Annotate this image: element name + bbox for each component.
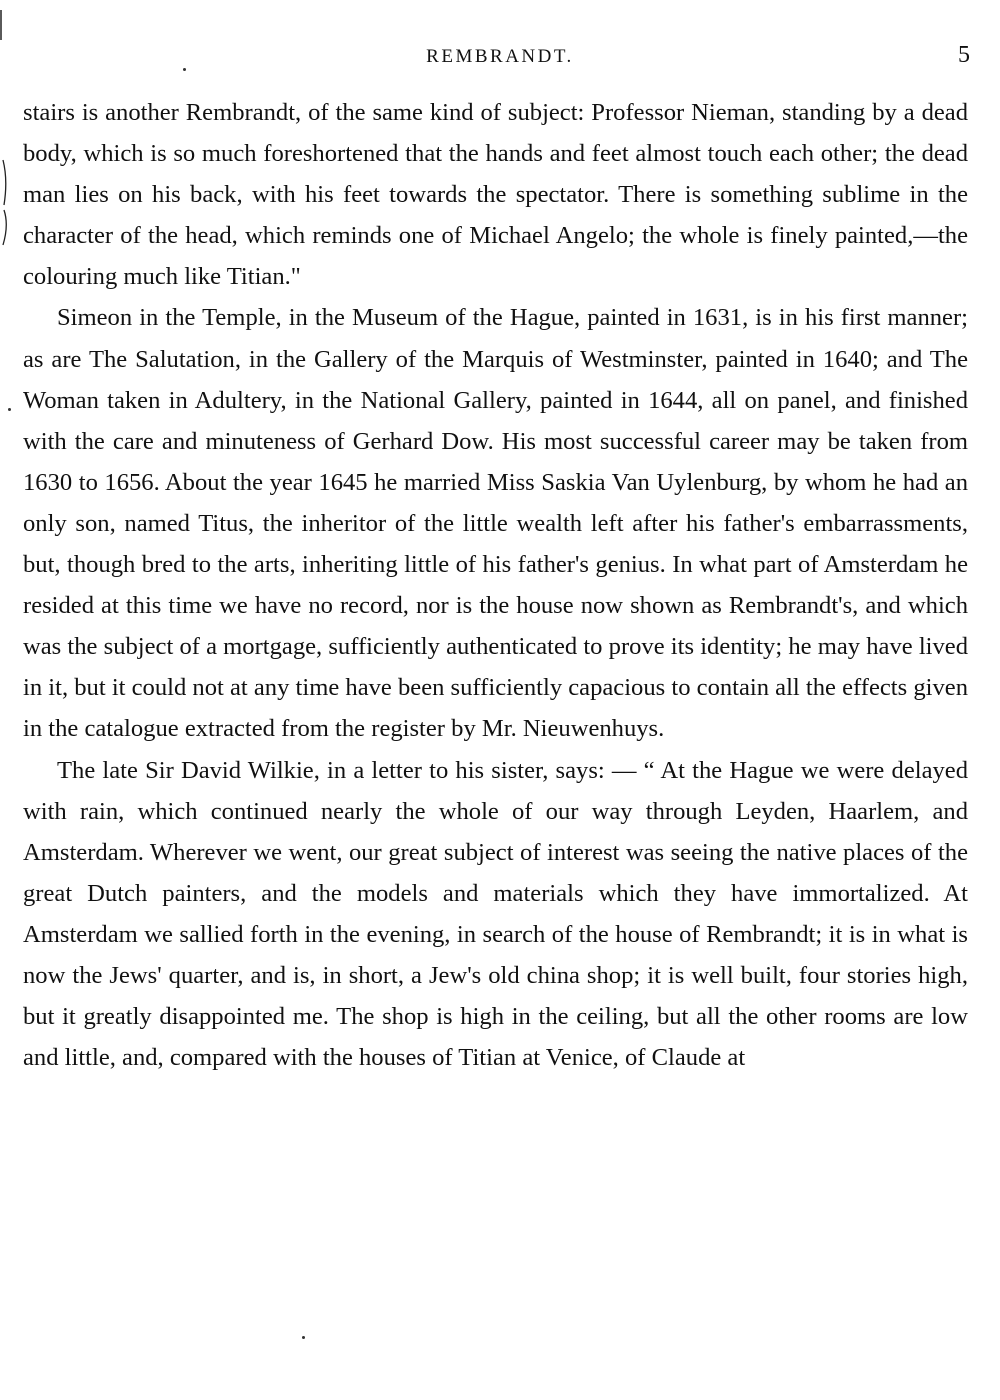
running-header — [0, 42, 1000, 72]
paragraph-1: stairs is another Rembrandt, of the same kind of subject: Professor Nieman, standing by a dead body, which is so much foreshortened that the hands and feet almost touch each other; the dead man lies on his back, with his feet towards the spectator. There is something sublime in the character of the head, which reminds one of Michael Angelo; the whole is finely painted,—the colouring much like Titian." — [23, 99, 968, 291]
running-title: REMBRANDT. — [426, 46, 574, 67]
print-speck — [183, 68, 186, 71]
paragraph-2: Simeon in the Temple, in the Museum of the Hague, painted in 1631, is in his first manner; as are The Salutation, in the Gallery of the Marquis of Westminster, painted in 1640; and The Woman taken in Adultery, in the National Gallery, painted in 1644, all on panel, and finished with the care and minuteness of Gerhard Dow. His most successful career may be taken from 1630 to 1656. About the year 1645 he married Miss Saskia Van Uylenburg, by whom he had an only son, named Titus, the inheritor of the little wealth left after his father's embarrassments, but, though bred to the arts, inheriting little of his father's genius. In what part of Amsterdam he resided at this time we have no record, nor is the house now shown as Rembrandt's, and which was the subject of a mortgage, sufficiently authenticated to prove its identity; he may have lived in it, but it could not at any time have been sufficiently capacious to contain all the effects given in the catalogue extracted from the register by Mr. Nieuwenhuys. — [23, 304, 968, 743]
body-text — [23, 92, 968, 1078]
paragraph-3: The late Sir David Wilkie, in a letter to his sister, says: — “ At the Hague we were delayed with rain, which continued nearly the whole of our way through Leyden, Haarlem, and Amsterdam. Wherever we went, our great subject of interest was seeing the native places of the great Dutch painters, and the models and materials which they have immortalized. At Amsterdam we sallied forth in the evening, in search of the house of Rembrandt; it is in what is now the Jews' quarter, and is, in short, a Jew's old china shop; it is well built, four stories high, but it greatly disappointed me. The shop is high in the ceiling, but all the other rooms are low and little, and, compared with the houses of Titian at Venice, of Claude at — [23, 756, 968, 1072]
print-speck — [8, 408, 11, 411]
page-number: 5 — [958, 42, 970, 68]
print-speck — [302, 1336, 305, 1339]
